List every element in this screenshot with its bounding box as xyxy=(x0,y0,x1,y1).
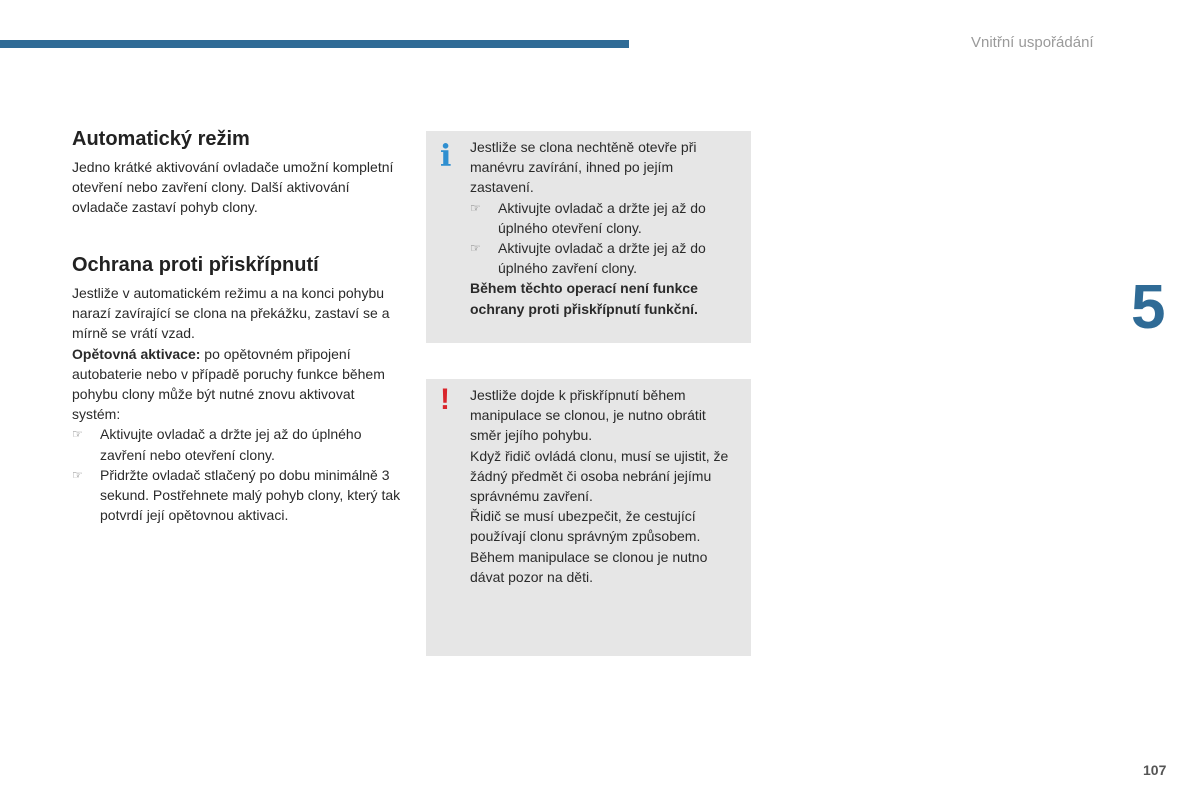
reactivation-text: po opětovném připojení autobaterie nebo v případě poruchy funkce během pohybu clony může být nutné znovu aktivovat systém: xyxy=(72,345,385,423)
list-item-text: Aktivujte ovladač a držte jej až do úplného zavření nebo otevření clony. xyxy=(100,426,362,463)
list-item xyxy=(470,198,739,238)
info-note-intro: Jestliže se clona nechtěně otevře při manévru zavírání, ihned po jejím zastavení. xyxy=(470,139,697,196)
list-item-text: Aktivujte ovladač a držte jej až do úplného otevření clony. xyxy=(498,199,706,236)
section-title: Vnitřní uspořádání xyxy=(971,34,1094,51)
pointing-hand-icon: ☞ xyxy=(72,427,83,442)
warning-paragraph: Jestliže dojde k přiskřípnutí během manipulace se clonou, je nutno obrátit směr jejího pohybu. xyxy=(470,387,706,444)
warning-note xyxy=(426,379,751,656)
warning-paragraph: Řidič se musí ubezpečit, že cestující používají clonu správným způsobem. xyxy=(470,508,701,545)
list-item-text: Aktivujte ovladač a držte jej až do úplného zavření clony. xyxy=(498,240,706,277)
auto-mode-section xyxy=(72,127,402,218)
pointing-hand-icon: ☞ xyxy=(470,200,481,215)
list-item-text: Přidržte ovladač stlačený po dobu minimálně 3 sekund. Postřehnete malý pohyb clony, který tak potvrdí její opětovnou aktivaci. xyxy=(100,466,401,524)
warning-paragraph: Když řidič ovládá clonu, musí se ujistit, že žádný předmět či osoba nebrání jejímu správnému zavření. xyxy=(470,447,729,505)
info-note-text xyxy=(470,137,739,319)
info-icon: i xyxy=(440,139,452,174)
exclamation-icon: ! xyxy=(440,383,450,416)
warning-paragraph: Během manipulace se clonou je nutno dávat pozor na děti. xyxy=(470,548,708,585)
pointing-hand-icon: ☞ xyxy=(470,241,481,256)
reactivation-label: Opětovná aktivace: xyxy=(72,345,201,362)
list-item xyxy=(72,424,402,464)
reactivation-paragraph xyxy=(72,344,402,425)
pointing-hand-icon: ☞ xyxy=(72,467,83,482)
anti-pinch-title: Ochrana proti přiskřípnutí xyxy=(72,254,319,276)
header-accent-bar xyxy=(0,40,629,48)
list-item xyxy=(470,238,739,278)
info-note xyxy=(426,131,751,343)
anti-pinch-text: Jestliže v automatickém režimu a na konci pohybu narazí zavírající se clona na překážku, zastaví se a mírně se vrátí vzad. xyxy=(72,285,390,342)
list-item xyxy=(72,465,402,526)
anti-pinch-section xyxy=(72,253,402,525)
page-number: 107 xyxy=(1143,762,1167,778)
chapter-number: 5 xyxy=(1131,273,1166,342)
auto-mode-title: Automatický režim xyxy=(72,128,250,150)
auto-mode-text: Jedno krátké aktivování ovladače umožní kompletní otevření nebo zavření clony. Další aktivování ovladače zastaví pohyb clony. xyxy=(72,159,394,216)
warning-note-text xyxy=(470,385,739,587)
info-note-bold-text: Během těchto operací není funkce ochrany proti přiskřípnutí funkční. xyxy=(470,280,698,317)
